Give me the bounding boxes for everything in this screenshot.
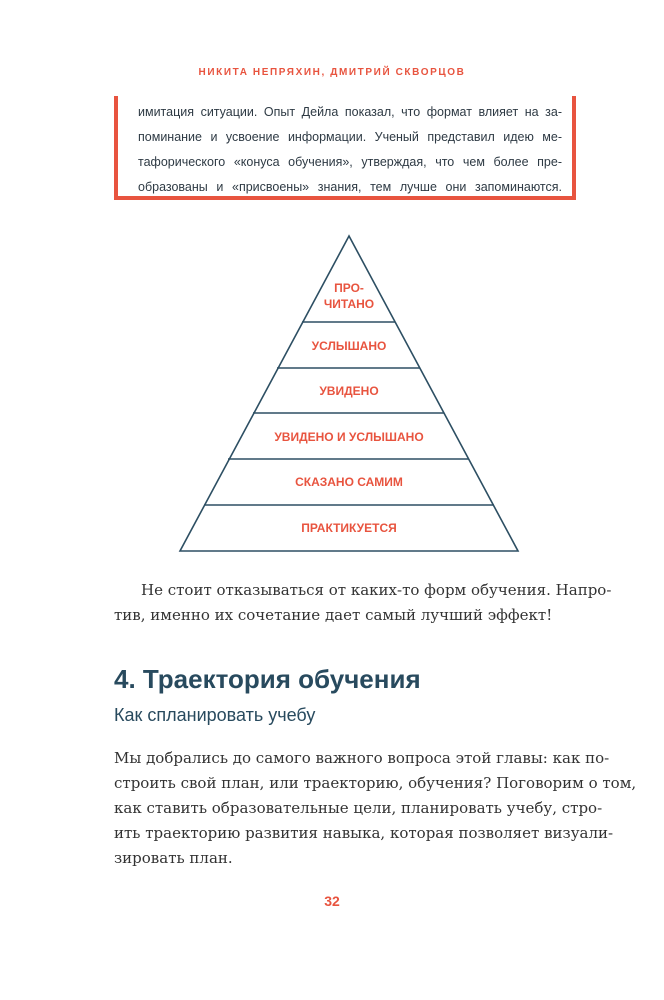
paragraph-line: как ставить образовательные цели, планировать учебу, стро- — [114, 799, 603, 817]
section-subtitle: Как спланировать учебу — [114, 705, 316, 725]
callout-line: образованы и «присвоены» знания, тем лучше они запоминаются. — [138, 180, 562, 194]
callout-line: поминание и усвоение информации. Ученый представил идею ме- — [138, 130, 562, 144]
paragraph-1 — [114, 578, 612, 628]
pyramid-level-heard: УСЛЫШАНО — [311, 339, 387, 353]
pyramid-level-seen: УВИДЕНО — [319, 384, 379, 398]
callout-line: тафорического «конуса обучения», утверждая, что чем более пре- — [138, 155, 562, 169]
pyramid-level-read-line1: ПРО- — [334, 281, 364, 295]
pyramid-level-read-line2: ЧИТАНО — [323, 297, 375, 311]
paragraph-line: строить свой план, или траекторию, обучения? Поговорим о том, — [114, 774, 637, 792]
pyramid-level-seen-and-heard: УВИДЕНО И УСЛЫШАНО — [274, 430, 424, 444]
running-head: НИКИТА НЕПРЯХИН, ДМИТРИЙ СКВОРЦОВ — [198, 67, 466, 78]
callout-line: имитация ситуации. Опыт Дейла показал, что формат влияет на за- — [138, 105, 562, 119]
paragraph-line: зировать план. — [114, 849, 233, 867]
paragraph-line: ить траекторию развития навыка, которая позволяет визуали- — [114, 824, 614, 842]
paragraph-2 — [114, 746, 637, 871]
section-title: 4. Траектория обучения — [114, 664, 421, 694]
pyramid-level-said: СКАЗАНО САМИМ — [295, 475, 403, 489]
page-number: 32 — [324, 893, 340, 909]
paragraph-line: тив, именно их сочетание дает самый лучший эффект! — [114, 606, 553, 624]
paragraph-line: Не стоит отказываться от каких-то форм обучения. Напро- — [141, 581, 612, 599]
paragraph-line: Мы добрались до самого важного вопроса этой главы: как по- — [114, 749, 610, 767]
pyramid-level-practiced: ПРАКТИКУЕТСЯ — [301, 521, 397, 535]
